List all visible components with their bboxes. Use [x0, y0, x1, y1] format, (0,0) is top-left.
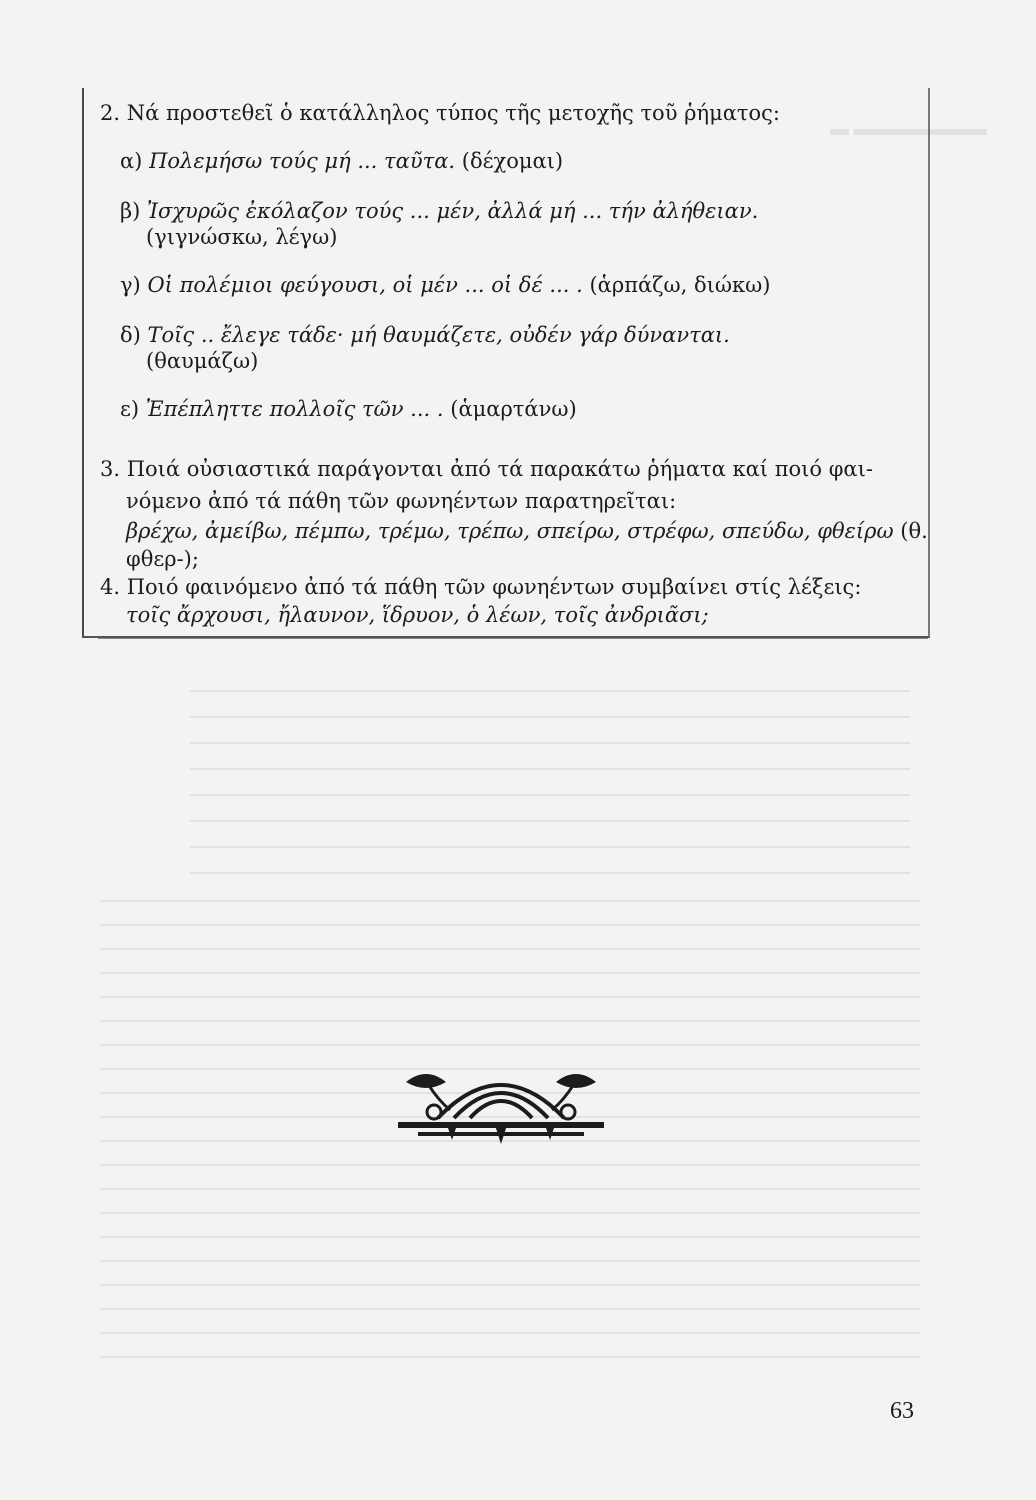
- item-hint: (δέχομαι): [461, 149, 564, 173]
- bleed-through-lines: [190, 690, 910, 890]
- bleed-through-text: ▬ ▬▬▬▬▬▬▬: [830, 119, 987, 140]
- box-divider: [98, 638, 928, 639]
- item-sentence: Οἱ πολέμιοι φεύγουσι, οἱ μέν ... οἱ δέ ... .: [147, 273, 583, 297]
- item-sentence: Τοῖς .. ἔλεγε τάδε· μή θαυμάζετε, οὐδέν γάρ δύνανται.: [147, 323, 730, 347]
- exercise-box: [82, 88, 930, 638]
- item-sentence: Ἰσχυρῶς ἐκόλαζον τούς ... μέν, ἀλλά μή ... τήν ἀλήθειαν.: [147, 199, 759, 223]
- item-label: γ): [120, 273, 141, 297]
- item-label: β): [120, 199, 141, 223]
- exercise-2-item-e: [120, 396, 577, 422]
- item-label: α): [120, 149, 143, 173]
- exercise-2-item-b: [120, 198, 758, 224]
- exercise-3-verbs: [126, 518, 928, 544]
- exercise-2-item-d-hint: (θαυμάζω): [146, 349, 259, 373]
- item-label: ε): [120, 397, 140, 421]
- decorative-ornament-icon: [398, 1060, 604, 1150]
- exercise-3-heading-cont: νόμενο ἀπό τά πάθη τῶν φωνηέντων παρατηρεῖται:: [126, 489, 677, 513]
- exercise-2-heading: 2. Νά προστεθεῖ ὁ κατάλληλος τύπος τῆς μετοχῆς τοῦ ῥήματος:: [100, 101, 780, 125]
- verb-list: βρέχω, ἀμείβω, πέμπω, τρέμω, τρέπω, σπείρω, στρέφω, σπεύδω, φθείρω: [126, 519, 894, 543]
- exercise-4-words: τοῖς ἄρχουσι, ἤλαυνον, ἵδρυον, ὁ λέων, τοῖς ἀνδριᾶσι;: [126, 603, 709, 627]
- exercise-2-item-d: [120, 322, 730, 348]
- item-label: δ): [120, 323, 141, 347]
- verb-note: (θ.: [900, 519, 928, 543]
- exercise-2-item-c: [120, 272, 770, 298]
- exercise-3-verb-note-end: φθερ-);: [126, 547, 199, 571]
- exercise-4-heading: 4. Ποιό φαινόμενο ἀπό τά πάθη τῶν φωνηέντων συμβαίνει στίς λέξεις:: [100, 575, 862, 599]
- item-hint: (ἁρπάζω, διώκω): [589, 273, 771, 297]
- exercise-2-item-a: [120, 148, 563, 174]
- item-hint: (ἁμαρτάνω): [450, 397, 577, 421]
- exercise-3-heading: 3. Ποιά οὐσιαστικά παράγονται ἀπό τά παρακάτω ῥήματα καί ποιό φαι-: [100, 457, 873, 481]
- exercise-2-item-b-hint: (γιγνώσκω, λέγω): [146, 225, 338, 249]
- item-sentence: Ἐπέπληττε πολλοῖς τῶν ... .: [145, 397, 444, 421]
- item-sentence: Πολεμήσω τούς μή ... ταῦτα.: [149, 149, 456, 173]
- page-number: 63: [890, 1398, 914, 1424]
